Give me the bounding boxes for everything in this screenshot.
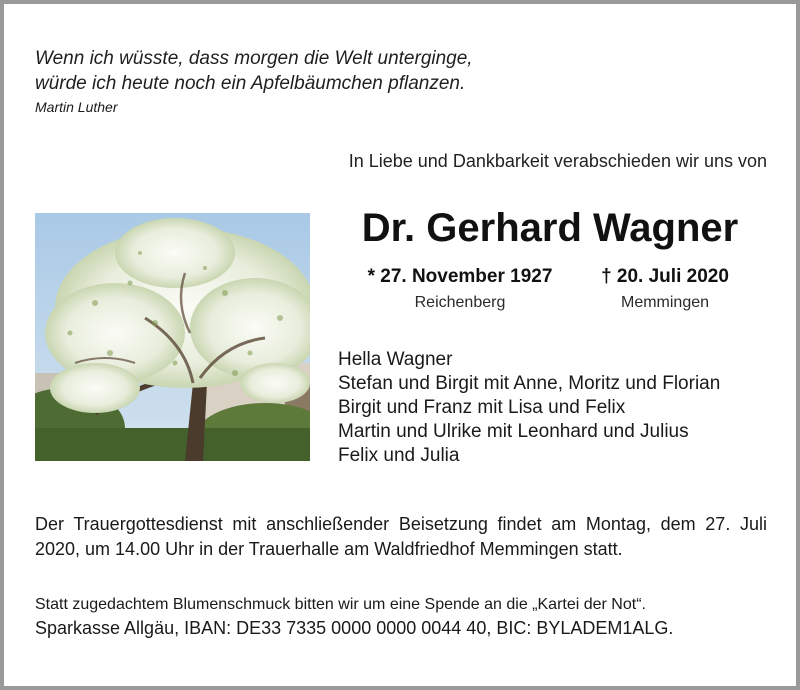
birth-place: Reichenberg	[414, 294, 506, 311]
mourner-line: Felix und Julia	[338, 445, 460, 466]
donation-request: Statt zugedachtem Blumenschmuck bitten wir um eine Spende an die „Kartei der Not“.	[35, 596, 646, 613]
birth-date: * 27. November 1927	[367, 266, 553, 287]
deceased-name: Dr. Gerhard Wagner	[361, 206, 739, 250]
mourner-line: Stefan und Birgit mit Anne, Moritz und Florian	[338, 373, 721, 394]
mourners-list	[338, 348, 720, 468]
death-place: Memmingen	[620, 294, 710, 311]
donation-note	[35, 594, 673, 640]
death-date: † 20. Juli 2020	[601, 266, 729, 287]
service-announcement: Der Trauergottesdienst mit anschließender Beisetzung findet am Montag, dem 27. Juli 2020, um 14.00 Uhr in der Trauerhalle am Waldfriedhof Memmingen statt.	[35, 514, 767, 559]
quote-line-2: würde ich heute noch ein Apfelbäumchen pflanzen.	[35, 73, 466, 94]
quote-line-1: Wenn ich wüsste, dass morgen die Welt unterginge,	[35, 48, 473, 69]
mourner-line: Martin und Ulrike mit Leonhard und Julius	[338, 421, 689, 442]
mourner-line: Hella Wagner	[338, 349, 453, 370]
intro-text: In Liebe und Dankbarkeit verabschieden wir uns von	[348, 151, 767, 171]
tree-photo	[35, 213, 310, 461]
quote-block	[35, 46, 473, 116]
quote-author: Martin Luther	[35, 99, 118, 115]
mourner-line: Birgit und Franz mit Lisa und Felix	[338, 397, 626, 418]
bank-details: Sparkasse Allgäu, IBAN: DE33 7335 0000 0000 0044 40, BIC: BYLADEM1ALG.	[35, 618, 674, 638]
